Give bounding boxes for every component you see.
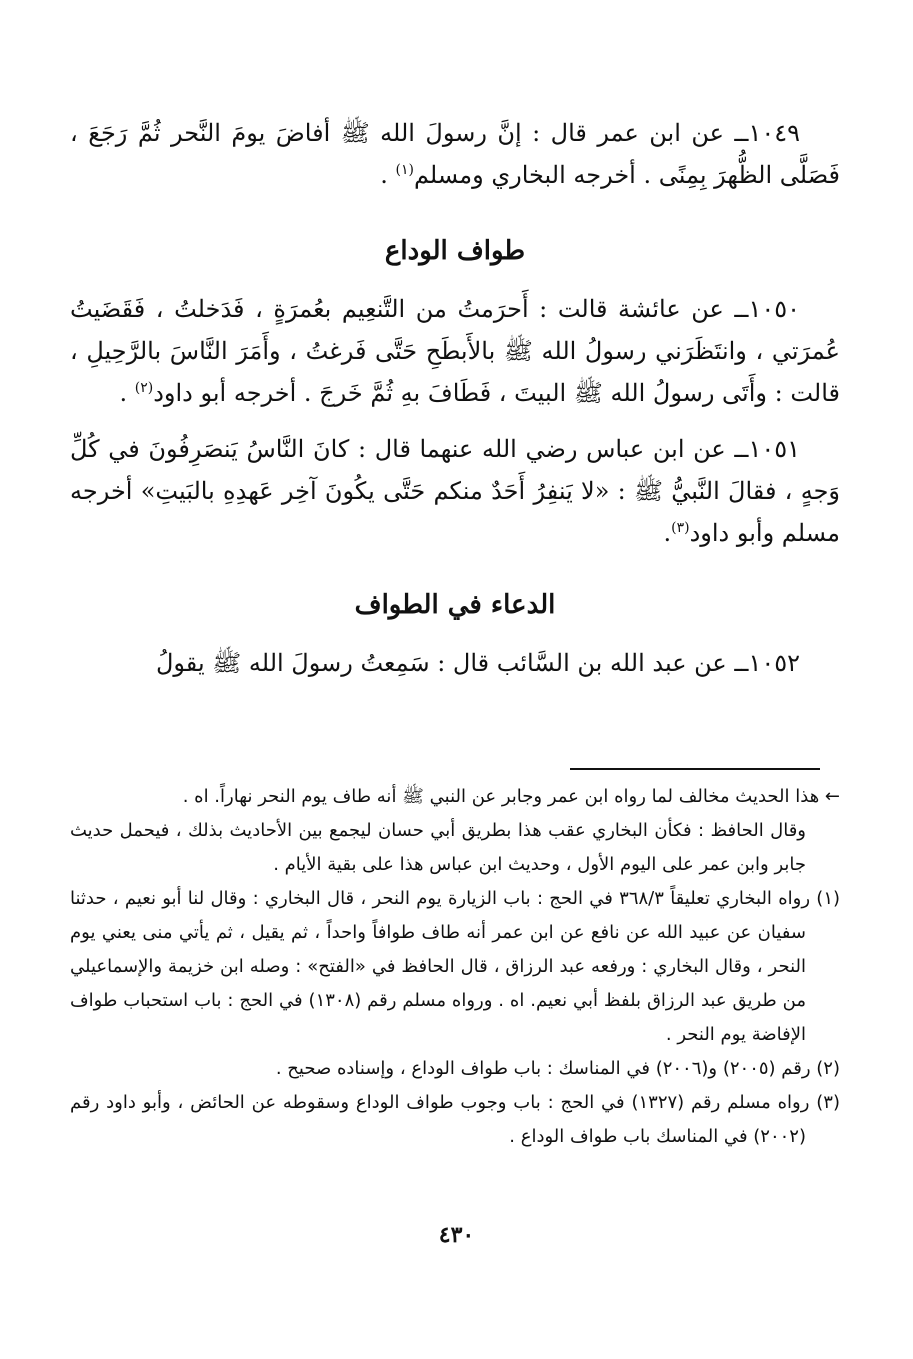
footnote-continued-2: وقال الحافظ : فكأن البخاري عقب هذا بطريق أبي حسان ليجمع بين الأحاديث بذلك ، فيحمل حديث جابر وابن عمر على اليوم الأول ، وحديث ابن عباس هذا على بقية الأيام . [70, 820, 806, 875]
hadith-1052 [70, 642, 840, 684]
section-heading-tawaf-wada: طواف الوداع [384, 236, 526, 266]
footnote-1: (١) رواه البخاري تعليقاً ٣٦٨/٣ في الحج : باب الزيارة يوم النحر ، قال البخاري : وقال لنا أبو نعيم ، حدثنا سفيان عن عبيد الله عن نافع عن ابن عمر أنه طاف طوافاً واحداً ، ثم يقيل ، ثم يأتي منى يعني يوم النحر ، وقال البخاري : ورفعه عبد الرزاق ، قال الحافظ في «الفتح» : وصله ابن خزيمة والإسماعيلي من طريق عبد الرزاق بلفظ أبي نعيم. اه . ورواه مسلم رقم (١٣٠٨) في الحج : باب استحباب طواف الإفاضة يوم النحر . [70, 888, 841, 1045]
footnote-2: (٢) رقم (٢٠٠٥) و(٢٠٠٦) في المناسك : باب طواف الوداع ، وإسناده صحيح . [275, 1058, 840, 1079]
hadith-1050-text: ١٠٥٠ــ عن عائشة قالت : أَحرَمتُ من التَّنعِيم بعُمرَةٍ ، فَدَخلتُ ، فَقَضَيتُ عُمرَتي ، وانتَظَرَني رسولُ الله ﷺ بالأَبطَحِ حَتَّى فَرغتُ ، وأَمَرَ النَّاسَ بالرَّحِيلِ ، قالت : وأَتَى رسولُ الله ﷺ البيتَ ، فَطَافَ بهِ ثُمَّ خَرجَ . أخرجه أبو داود [70, 295, 840, 407]
hadith-1051 [70, 428, 840, 554]
footnote-ref-1: (١) [395, 162, 414, 178]
footnote-continued-1: ← هذا الحديث مخالف لما رواه ابن عمر وجابر عن النبي ﷺ أنه طاف يوم النحر نهاراً. اه . [182, 786, 840, 807]
hadith-1049-end: . [380, 161, 396, 189]
hadith-1049 [70, 112, 840, 196]
hadith-1051-end: . [663, 519, 672, 547]
hadith-1052-text: ١٠٥٢ــ عن عبد الله بن السَّائب قال : سَمِعتُ رسولَ الله ﷺ يقولُ [155, 649, 800, 677]
hadith-1050 [70, 288, 840, 414]
footnote-divider [570, 768, 820, 770]
footnote-ref-2: (٢) [134, 380, 154, 396]
footnote-3: (٣) رواه مسلم رقم (١٣٢٧) في الحج : باب وجوب طواف الوداع وسقوطه عن الحائض ، وأبو داود رقم (٢٠٠٢) في المناسك باب طواف الوداع . [70, 1092, 840, 1147]
main-text [70, 112, 840, 684]
section-heading-dua: الدعاء في الطواف [354, 590, 556, 620]
hadith-1049-text: ١٠٤٩ــ عن ابن عمر قال : إنَّ رسولَ الله ﷺ أفاضَ يومَ النَّحر ثُمَّ رَجَعَ ، فَصَلَّى الظُّهرَ بِمِنًى . أخرجه البخاري ومسلم [70, 119, 840, 189]
hadith-1050-end: . [119, 379, 135, 407]
footnotes [70, 780, 840, 1154]
page-number: ٤٣٠ [438, 1222, 475, 1248]
footnote-ref-3: (٣) [671, 520, 690, 536]
hadith-1051-text: ١٠٥١ــ عن ابن عباس رضي الله عنهما قال : كانَ النَّاسُ يَنصَرِفُونَ في كُلِّ وَجهٍ ، فقالَ النَّبيُّ ﷺ : «لا يَنفِرُ أَحَدٌ منكم حَتَّى يكُونَ آخِر عَهدِهِ بالبَيتِ» أخرجه مسلم وأبو داود [70, 435, 840, 547]
